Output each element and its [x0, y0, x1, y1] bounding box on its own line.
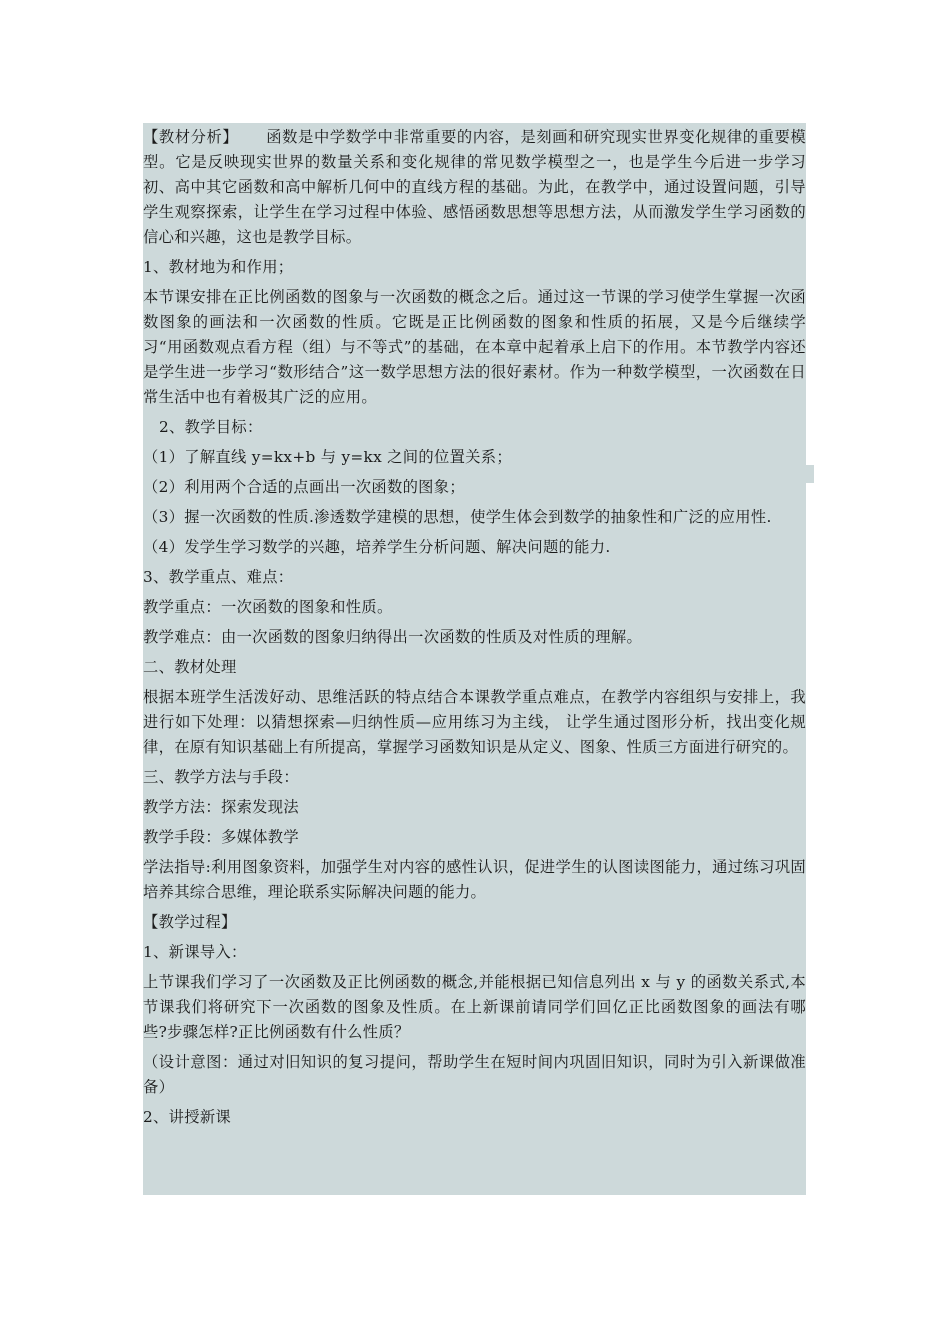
key-point: 教学重点：一次函数的图象和性质。 — [143, 598, 393, 616]
section-title-goals: 2、教学目标： — [159, 418, 263, 436]
goal-item-2: （2）利用两个合适的点画出一次函数的图象； — [143, 478, 465, 496]
section-title-role: 1、教材地为和作用； — [143, 258, 294, 276]
process-body-intro: 上节课我们学习了一次函数及正比例函数的概念,并能根据已知信息列出 x 与 y 的函数关系式,本节课我们将研究下一次函数的图象及性质。在上新课前请同学们回亿正比函数图象的画法有哪些?步骤怎样?正比例函数有什么性质？ — [143, 973, 806, 1041]
intro-paragraph — [143, 125, 806, 250]
process-design-note: （设计意图：通过对旧知识的复习提问，帮助学生在短时间内巩固旧知识，同时为引入新课做准备） — [143, 1053, 806, 1096]
section-heading-analysis: 【教材分析】 — [143, 128, 239, 146]
highlight-overflow — [806, 465, 814, 483]
process-title-intro: 1、新课导入： — [143, 943, 247, 961]
teaching-means: 教学手段：多媒体教学 — [143, 828, 299, 846]
intro-text: 函数是中学数学中非常重要的内容，是刻画和研究现实世界变化规律的重要模型。它是反映现实世界的数量关系和变化规律的常见数学模型之一，也是学生今后进一步学习初、高中其它函数和高中解析几何中的直线方程的基础。为此，在教学中，通过设置问题，引导学生观察探索，让学生在学习过程中体验、感悟函数思想等思想方法，从而激发学生学习函数的信心和兴趣，这也是教学目标。 — [143, 128, 806, 246]
goal-item-1: （1）了解直线 y=kx+b 与 y=kx 之间的位置关系； — [143, 448, 512, 466]
goal-item-3: （3）握一次函数的性质.渗透数学建模的思想，使学生体会到数学的抽象性和广泛的应用性. — [143, 508, 772, 526]
section-body-role: 本节课安排在正比例函数的图象与一次函数的概念之后。通过这一节课的学习使学生掌握一次函数图象的画法和一次函数的性质。它既是正比例函数的图象和性质的拓展，又是今后继续学习“用函数观点看方程（组）与不等式”的基础，在本章中起着承上启下的作用。本节教学内容还是学生进一步学习“数形结合”这一数学思想方法的很好素材。作为一种数学模型，一次函数在日常生活中也有着极其广泛的应用。 — [143, 288, 806, 406]
difficulty-point: 教学难点：由一次函数的图象归纳得出一次函数的性质及对性质的理解。 — [143, 628, 643, 646]
section-heading-process: 【教学过程】 — [143, 913, 237, 931]
teaching-method: 教学方法：探索发现法 — [143, 798, 299, 816]
section-title-key-points: 3、教学重点、难点： — [143, 568, 294, 586]
goal-item-4: （4）发学生学习数学的兴趣，培养学生分析问题、解决问题的能力. — [143, 538, 611, 556]
section-title-processing: 二、教材处理 — [143, 658, 237, 676]
section-title-methods: 三、教学方法与手段： — [143, 768, 299, 786]
document-body — [143, 123, 806, 1195]
process-title-new-lesson: 2、讲授新课 — [143, 1108, 232, 1126]
study-guidance: 学法指导:利用图象资料，加强学生对内容的感性认识，促进学生的认图读图能力，通过练习巩固培养其综合思维，理论联系实际解决问题的能力。 — [143, 858, 806, 901]
section-body-processing: 根据本班学生活泼好动、思维活跃的特点结合本课教学重点难点，在教学内容组织与安排上，我进行如下处理：以猜想探索—归纳性质—应用练习为主线， 让学生通过图形分析，找出变化规律，在原有知识基础上有所提高，掌握学习函数知识是从定义、图象、性质三方面进行研究的。 — [143, 688, 806, 756]
